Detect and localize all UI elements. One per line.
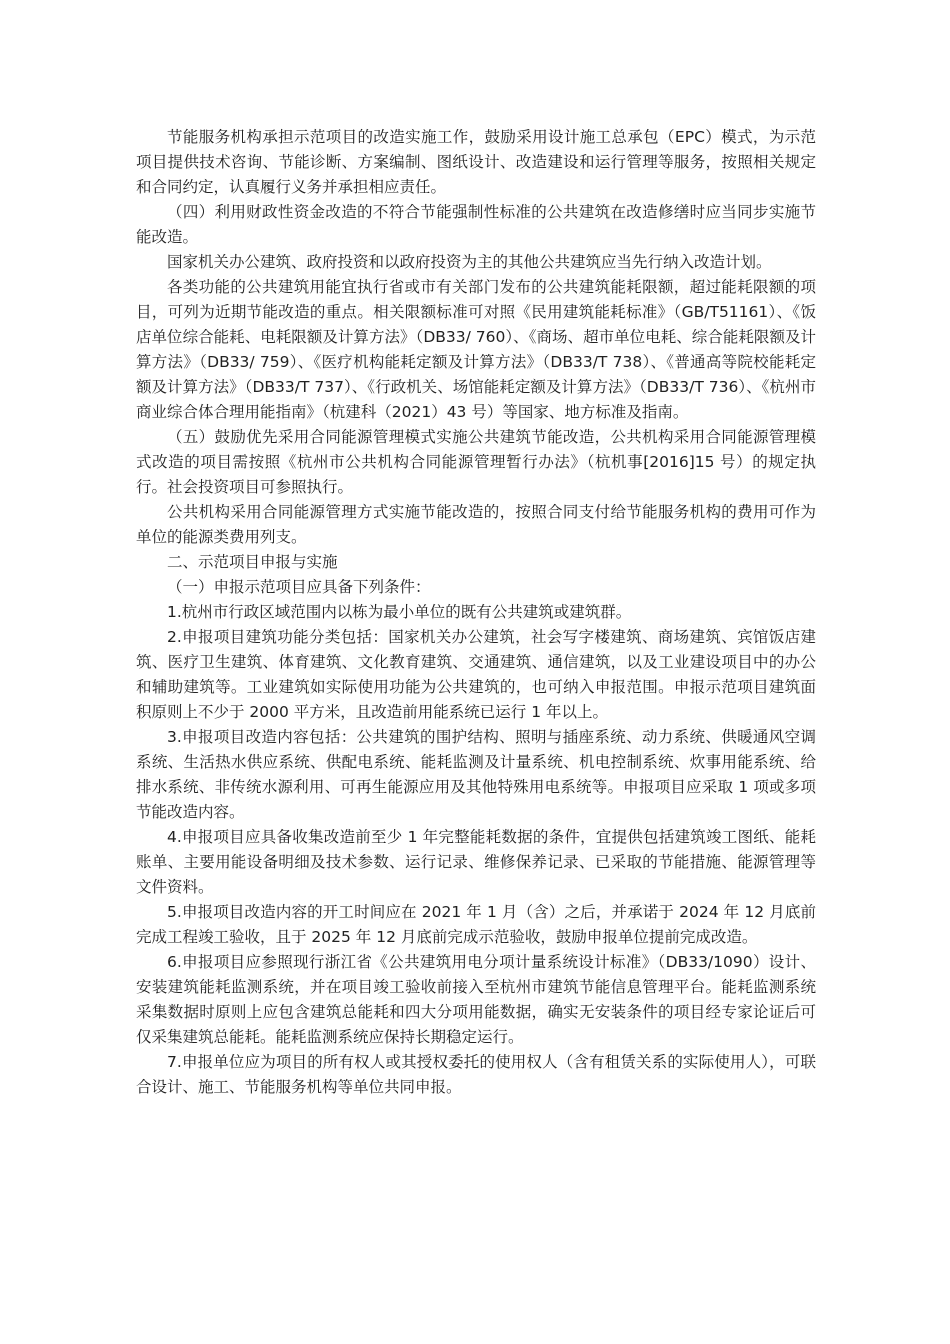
- paragraph-contract-energy-cost: 公共机构采用合同能源管理方式实施节能改造的，按照合同支付给节能服务机构的费用可作为单位的能源类费用列支。: [136, 503, 816, 546]
- subsection-heading-conditions: （一）申报示范项目应具备下列条件：: [167, 578, 431, 596]
- paragraph-energy-service-agency: 节能服务机构承担示范项目的改造实施工作，鼓励采用设计施工总承包（EPC）模式，为示范项目提供技术咨询、节能诊断、方案编制、图纸设计、改造建设和运行管理等服务，按照相关规定和合同约定，认真履行义务并承担相应责任。: [136, 128, 816, 196]
- condition-item-3: 3.申报项目改造内容包括：公共建筑的围护结构、照明与插座系统、动力系统、供暖通风空调系统、生活热水供应系统、供配电系统、能耗监测及计量系统、机电控制系统、炊事用能系统、给排水系统、非传统水源利用、可再生能源应用及其他特殊用电系统等。申报项目应采取 1 项或多项节能改造内容。: [136, 728, 816, 821]
- section-heading-application: 二、示范项目申报与实施: [167, 553, 338, 571]
- condition-item-1: 1.杭州市行政区域范围内以栋为最小单位的既有公共建筑或建筑群。: [167, 603, 632, 621]
- condition-item-7: 7.申报单位应为项目的所有权人或其授权委托的使用权人（含有租赁关系的实际使用人），可联合设计、施工、节能服务机构等单位共同申报。: [136, 1053, 816, 1096]
- paragraph-section-4: （四）利用财政性资金改造的不符合节能强制性标准的公共建筑在改造修缮时应当同步实施节能改造。: [136, 203, 816, 246]
- condition-item-4: 4.申报项目应具备收集改造前至少 1 年完整能耗数据的条件，宜提供包括建筑竣工图纸、能耗账单、主要用能设备明细及技术参数、运行记录、维修保养记录、已采取的节能措施、能源管理等文件资料。: [136, 828, 816, 896]
- condition-item-2: 2.申报项目建筑功能分类包括：国家机关办公建筑，社会写字楼建筑、商场建筑、宾馆饭店建筑、医疗卫生建筑、体育建筑、文化教育建筑、交通建筑、通信建筑，以及工业建设项目中的办公和辅助建筑等。工业建筑如实际使用功能为公共建筑的，也可纳入申报范围。申报示范项目建筑面积原则上不少于 2000 平方米，且改造前用能系统已运行 1 年以上。: [136, 628, 816, 721]
- document-body: [136, 125, 816, 1100]
- paragraph-government-buildings: 国家机关办公建筑、政府投资和以政府投资为主的其他公共建筑应当先行纳入改造计划。: [167, 253, 772, 271]
- condition-item-6: 6.申报项目应参照现行浙江省《公共建筑用电分项计量系统设计标准》（DB33/1090）设计、安装建筑能耗监测系统，并在项目竣工验收前接入至杭州市建筑节能信息管理平台。能耗监测系统采集数据时原则上应包含建筑总能耗和四大分项用能数据，确实无安装条件的项目经专家论证后可仅采集建筑总能耗。能耗监测系统应保持长期稳定运行。: [136, 953, 816, 1046]
- paragraph-energy-quota-standards: 各类功能的公共建筑用能宜执行省或市有关部门发布的公共建筑能耗限额，超过能耗限额的项目，可列为近期节能改造的重点。相关限额标准可对照《民用建筑能耗标准》（GB/T51161）、《饭店单位综合能耗、电耗限额及计算方法》（DB33/ 760）、《商场、超市单位电耗、综合能耗限额及计算方法》（DB33/ 759）、《医疗机构能耗定额及计算方法》（DB33/T 738）、《普通高等院校能耗定额及计算方法》（DB33/T 737）、《行政机关、场馆能耗定额及计算方法》（DB33/T 736）、《杭州市商业综合体合理用能指南》（杭建科（2021）43 号）等国家、地方标准及指南。: [136, 278, 816, 421]
- paragraph-section-5: （五）鼓励优先采用合同能源管理模式实施公共建筑节能改造，公共机构采用合同能源管理模式改造的项目需按照《杭州市公共机构合同能源管理暂行办法》（杭机事[2016]15 号）的规定执行。社会投资项目可参照执行。: [136, 428, 816, 496]
- condition-item-5: 5.申报项目改造内容的开工时间应在 2021 年 1 月（含）之后，并承诺于 2024 年 12 月底前完成工程竣工验收，且于 2025 年 12 月底前完成示范验收，鼓励申报单位提前完成改造。: [136, 903, 816, 946]
